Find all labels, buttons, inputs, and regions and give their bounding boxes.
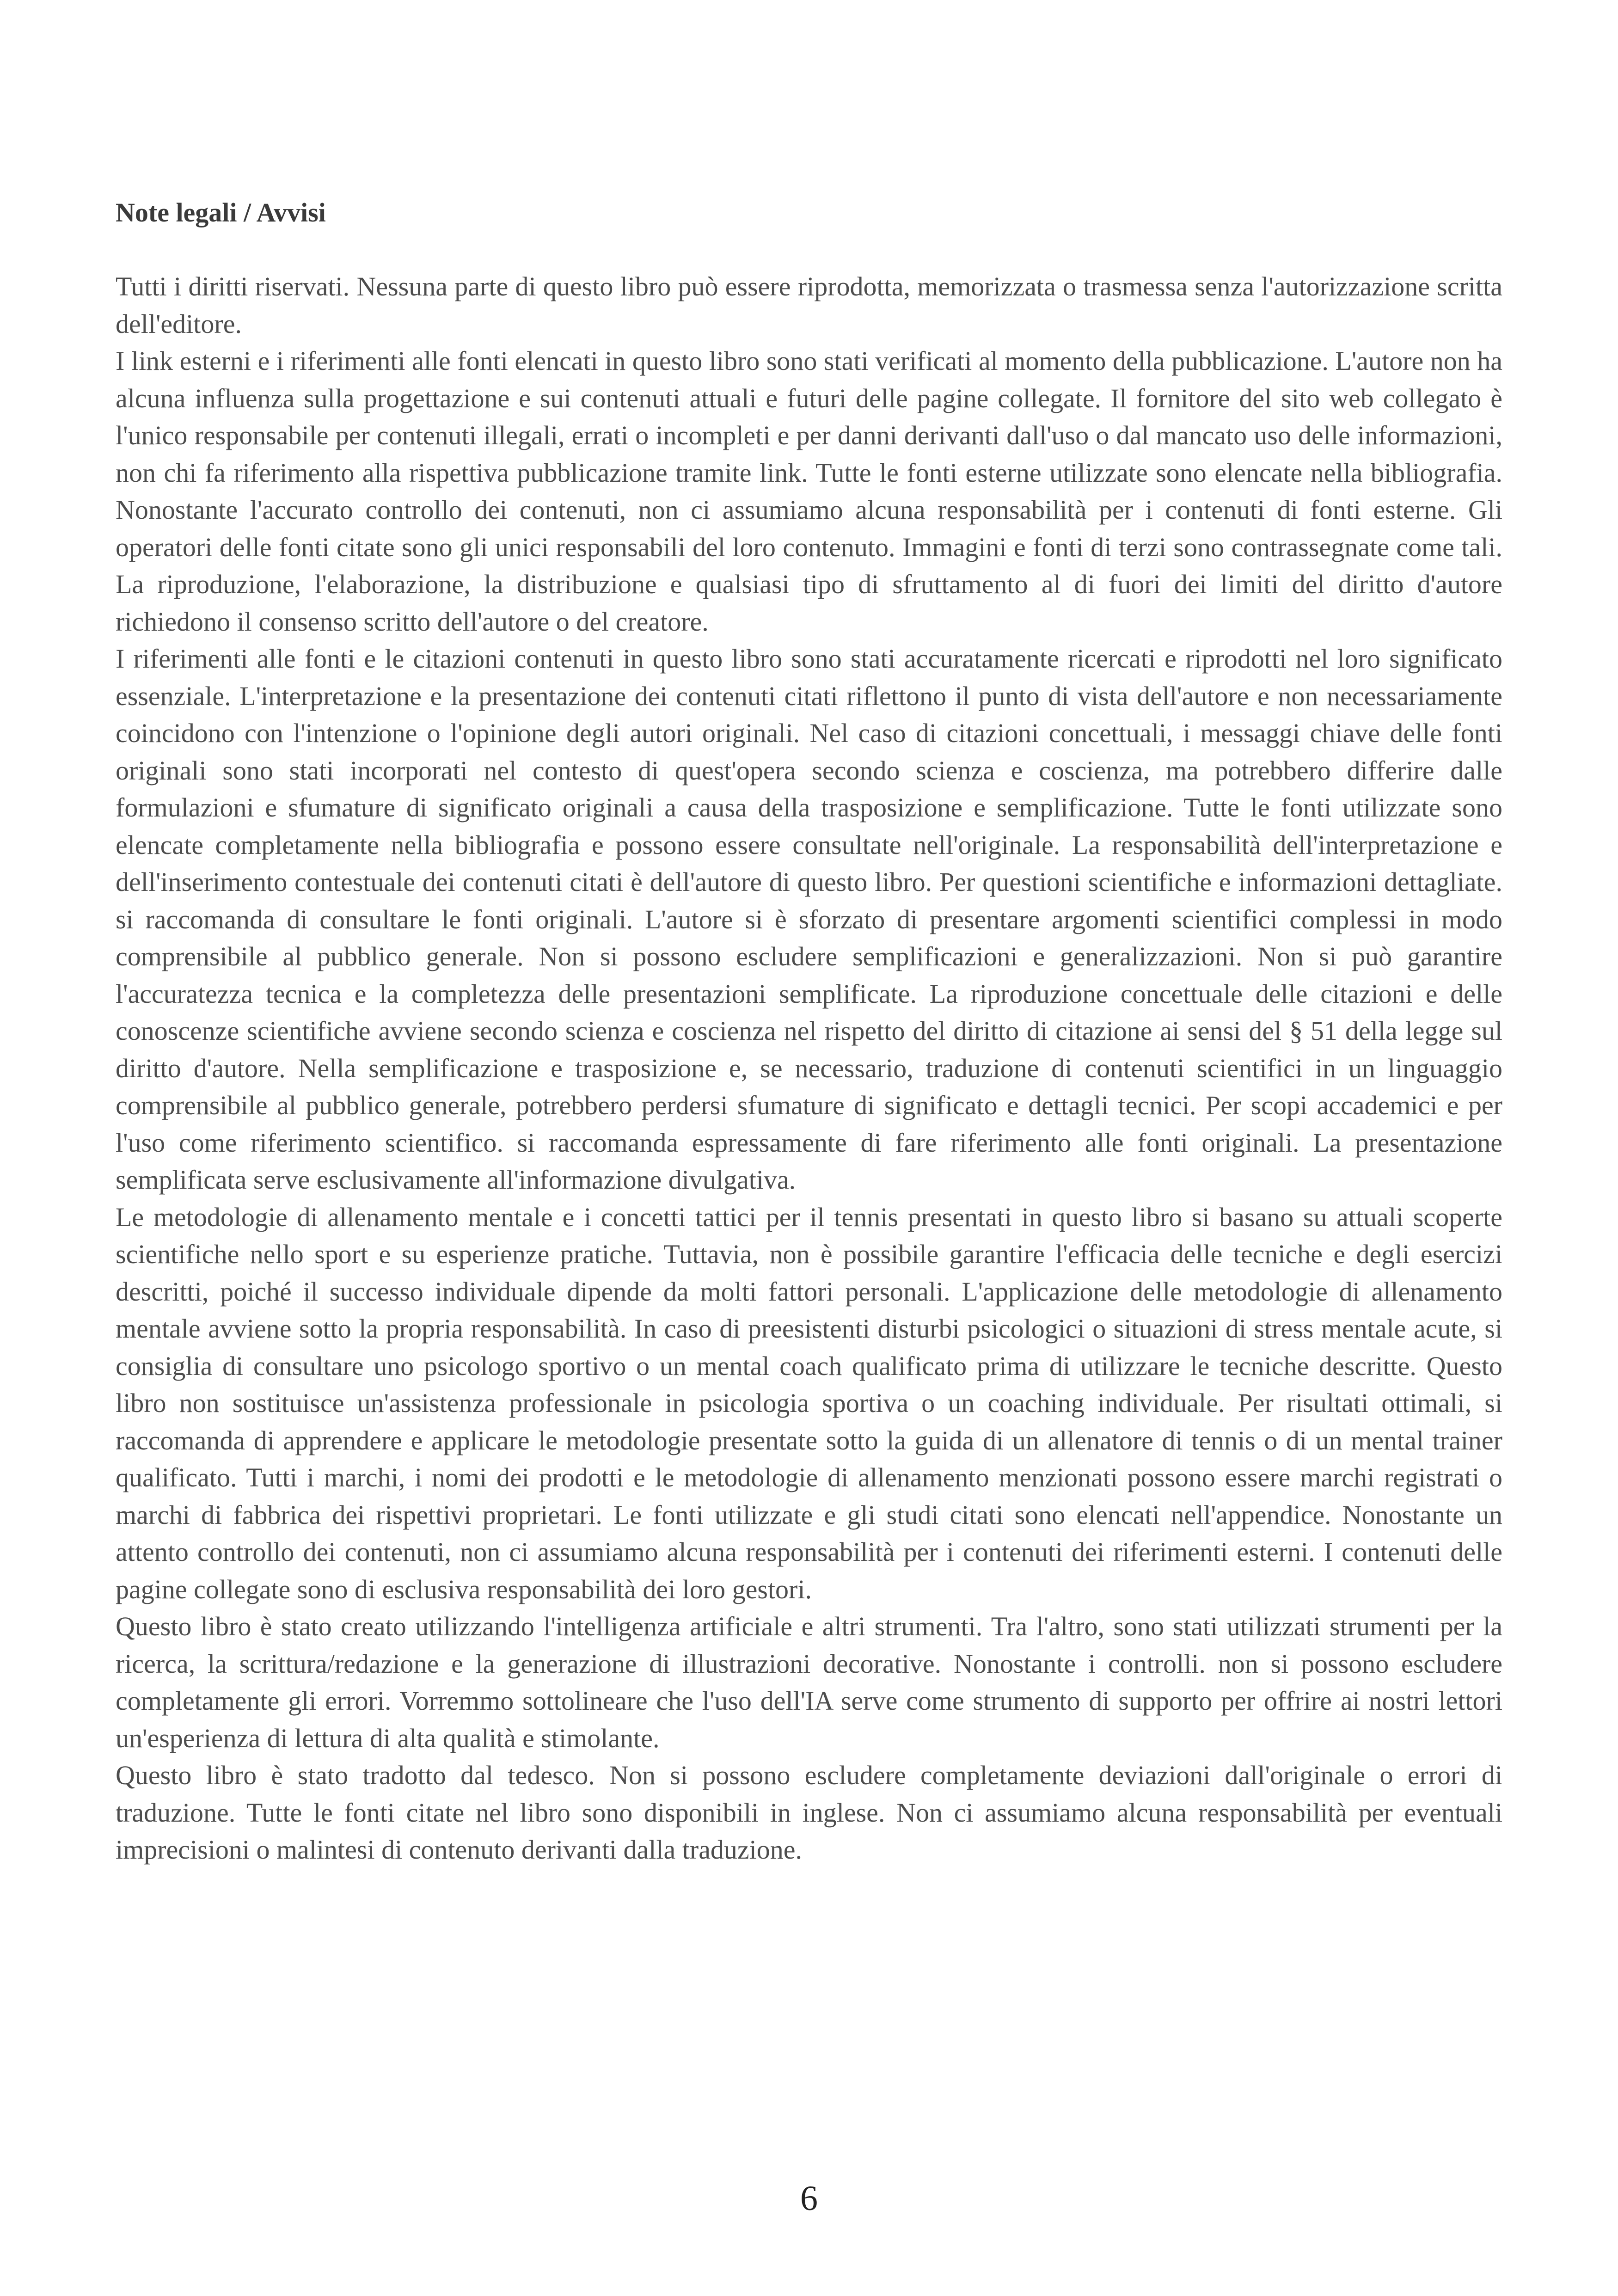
paragraph-ai-usage: Questo libro è stato creato utilizzando l'intelligenza artificiale e altri strumenti. Tra l'altro, sono stati utilizzati strumenti per la ricerca, la scrittura/redazione e la generazione di illustrazioni decorative. Nonostante i controlli. non si possono escludere completamente gli errori. Vorremmo sottolineare che l'uso dell'IA serve come strumento di supporto per offrire ai nostri lettori un'esperienza di lettura di alta qualità e stimolante. <box>116 1611 1502 1753</box>
paragraph-citations: I riferimenti alle fonti e le citazioni contenuti in questo libro sono stati accuratamente ricercati e riprodotti nel loro significato essenziale. L'interpretazione e la presentazione dei contenuti citati riflettono il punto di vista dell'autore e non necessariamente coincidono con l'intenzione o l'opinione degli autori originali. Nel caso di citazioni concettuali, i messaggi chiave delle fonti originali sono stati incorporati nel contesto di quest'opera secondo scienza e coscienza, ma potrebbero differire dalle formulazioni e sfumature di significato originali a causa della trasposizione e semplificazione. Tutte le fonti utilizzate sono elencate completamente nella bibliografia e possono essere consultate nell'originale. La responsabilità dell'interpretazione e dell'inserimento contestuale dei contenuti citati è dell'autore di questo libro. Per questioni scientifiche e informazioni dettagliate. si raccomanda di consultare le fonti originali. L'autore si è sforzato di presentare argomenti scientifici complessi in modo comprensibile al pubblico generale. Non si possono escludere semplificazioni e generalizzazioni. Non si può garantire l'accuratezza tecnica e la completezza delle presentazioni semplificate. La riproduzione concettuale delle citazioni e delle conoscenze scientifiche avviene secondo scienza e coscienza nel rispetto del diritto di citazione ai sensi del § 51 della legge sul diritto d'autore. Nella semplificazione e trasposizione e, se necessario, traduzione di contenuti scientifici in un linguaggio comprensibile al pubblico generale, potrebbero perdersi sfumature di significato e dettagli tecnici. Per scopi accademici e per l'uso come riferimento scientifico. si raccomanda espressamente di fare riferimento alle fonti originali. La presentazione semplificata serve esclusivamente all'informazione divulgativa. <box>116 644 1502 1195</box>
section-heading: Note legali / Avvisi <box>116 197 326 227</box>
paragraph-external-links: I link esterni e i riferimenti alle fonti elencati in questo libro sono stati verificati al momento della pubblicazione. L'autore non ha alcuna influenza sulla progettazione e sui contenuti attuali e futuri delle pagine collegate. Il fornitore del sito web collegato è l'unico responsabile per contenuti illegali, errati o incompleti e per danni derivanti dall'uso o dal mancato uso delle informazioni, non chi fa riferimento alla rispettiva pubblicazione tramite link. Tutte le fonti esterne utilizzate sono elencate nella bibliografia. Nonostante l'accurato controllo dei contenuti, non ci assumiamo alcuna responsabilità per i contenuti di fonti esterne. Gli operatori delle fonti citate sono gli unici responsabili del loro contenuto. Immagini e fonti di terzi sono contrassegnate come tali. La riproduzione, l'elaborazione, la distribuzione e qualsiasi tipo di sfruttamento al di fuori dei limiti del diritto d'autore richiedono il consenso scritto dell'autore o del creatore. <box>116 346 1502 637</box>
paragraph-translation: Questo libro è stato tradotto dal tedesco. Non si possono escludere completamente deviazioni dall'originale o errori di traduzione. Tutte le fonti citate nel libro sono disponibili in inglese. Non ci assumiamo alcuna responsabilità per eventuali imprecisioni o malintesi di contenuto derivanti dalla traduzione. <box>116 1760 1502 1865</box>
legal-notice-section <box>116 194 1502 1869</box>
page-number: 6 <box>800 2179 818 2218</box>
paragraph-copyright: Tutti i diritti riservati. Nessuna parte di questo libro può essere riprodotta, memorizzata o trasmessa senza l'autorizzazione scritta dell'editore. <box>116 271 1502 339</box>
paragraph-training-methods: Le metodologie di allenamento mentale e i concetti tattici per il tennis presentati in questo libro si basano su attuali scoperte scientifiche nello sport e su esperienze pratiche. Tuttavia, non è possibile garantire l'efficacia delle tecniche e degli esercizi descritti, poiché il successo individuale dipende da molti fattori personali. L'applicazione delle metodologie di allenamento mentale avviene sotto la propria responsabilità. In caso di preesistenti disturbi psicologici o situazioni di stress mentale acute, si consiglia di consultare uno psicologo sportivo o un mental coach qualificato prima di utilizzare le tecniche descritte. Questo libro non sostituisce un'assistenza professionale in psicologia sportiva o un coaching individuale. Per risultati ottimali, si raccomanda di apprendere e applicare le metodologie presentate sotto la guida di un allenatore di tennis o di un mental trainer qualificato. Tutti i marchi, i nomi dei prodotti e le metodologie di allenamento menzionati possono essere marchi registrati o marchi di fabbrica dei rispettivi proprietari. Le fonti utilizzate e gli studi citati sono elencati nell'appendice. Nonostante un attento controllo dei contenuti, non ci assumiamo alcuna responsabilità per i contenuti dei riferimenti esterni. I contenuti delle pagine collegate sono di esclusiva responsabilità dei loro gestori. <box>116 1202 1502 1604</box>
